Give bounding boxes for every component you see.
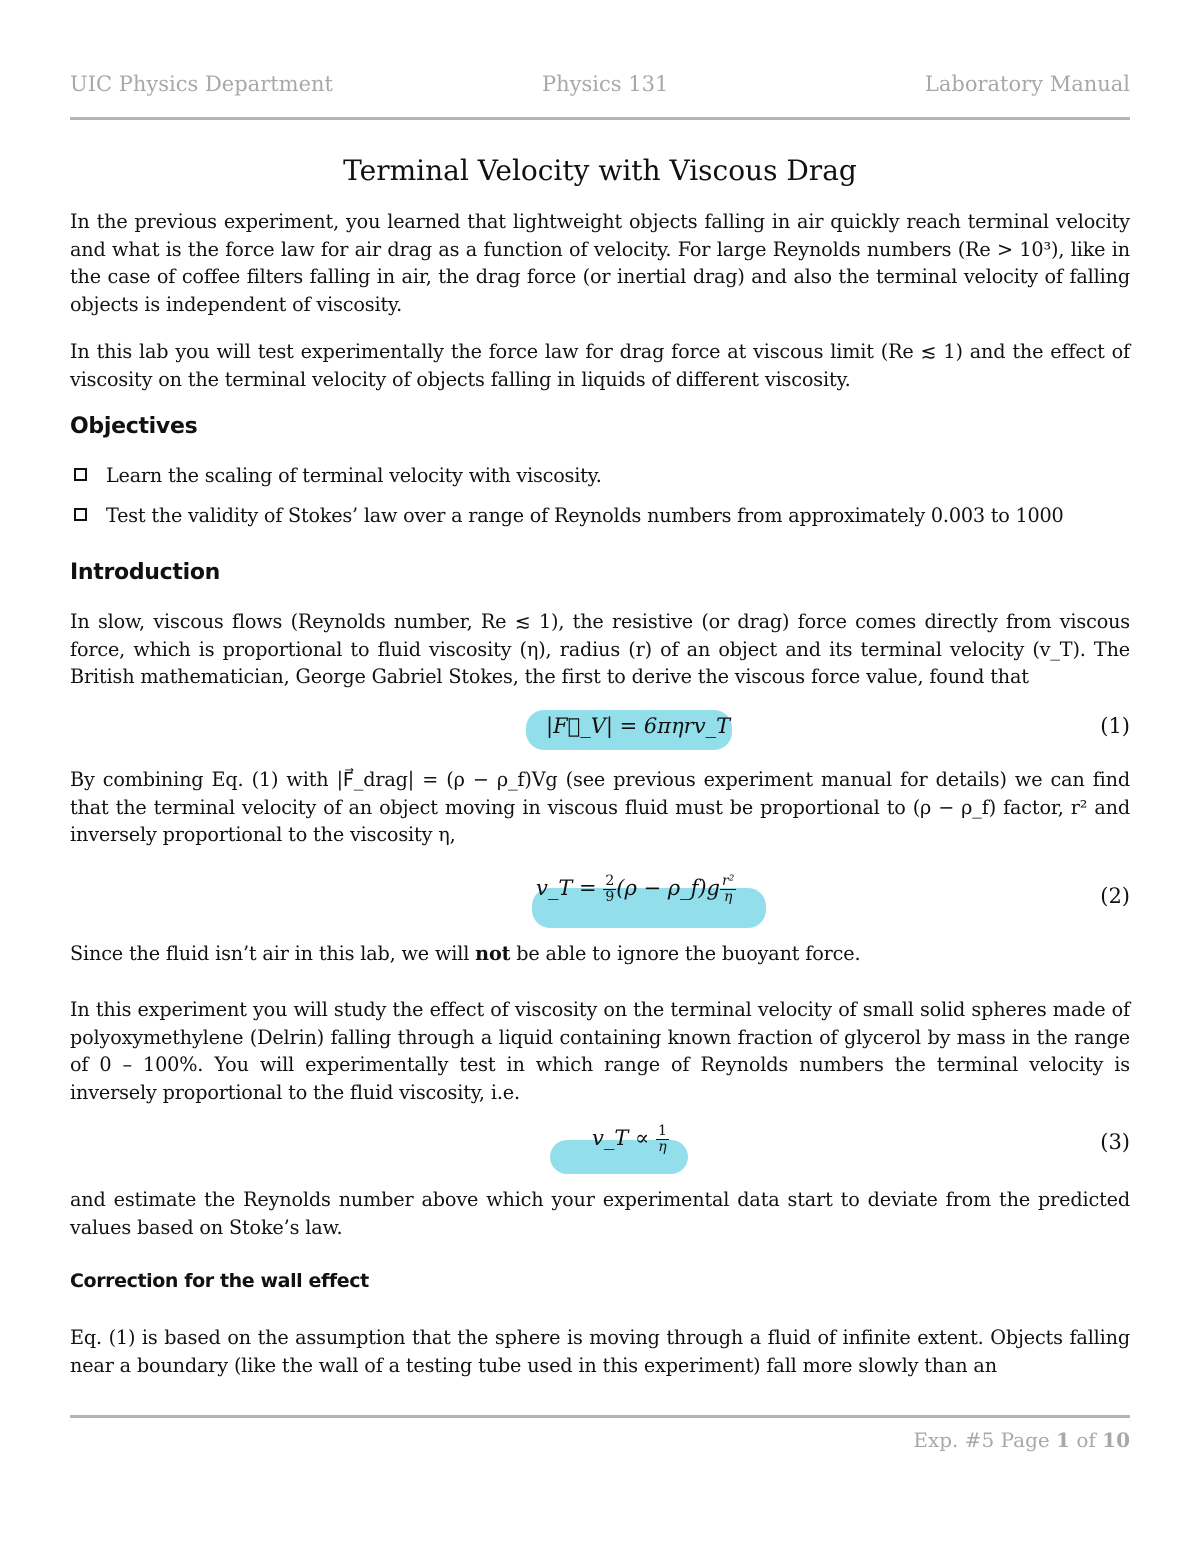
document-page bbox=[70, 0, 1130, 1553]
introduction-paragraph-5: and estimate the Reynolds number above which your experimental data start to deviate from the predicted values based on Stoke’s law. bbox=[70, 1188, 1130, 1239]
wall-effect-paragraph-1: Eq. (1) is based on the assumption that the sphere is moving through a fluid of infinite extent. Objects falling near a boundary (like the wall of a testing tube used in this experiment) fall more slowly than an bbox=[70, 1326, 1130, 1377]
objective-item-1 bbox=[106, 464, 602, 487]
introduction-paragraph-1: In slow, viscous flows (Reynolds number, Re ≲ 1), the resistive (or drag) force comes directly from viscous force, which is proportional to fluid viscosity (η), radius (r) of an object and its terminal velocity (v_T). The British mathematician, George Gabriel Stokes, the first to derive the viscous force value, found that bbox=[70, 610, 1130, 688]
header-department: UIC Physics Department bbox=[70, 72, 333, 96]
equation-2 bbox=[536, 874, 736, 905]
page-header bbox=[70, 72, 1130, 102]
equation-3-lhs: v_T ∝ bbox=[592, 1126, 656, 1150]
footer-of: of bbox=[1069, 1428, 1103, 1452]
header-rule bbox=[70, 117, 1130, 120]
equation-2-lhs: v_T = bbox=[536, 876, 604, 900]
intro-paragraph-2: In this lab you will test experimentally the force law for drag force at viscous limit (Re ≲ 1) and the effect of viscosity on the terminal velocity of objects falling in liquids of different viscosity. bbox=[70, 340, 1130, 391]
equation-3-fraction-denominator: η bbox=[658, 1139, 667, 1155]
header-course: Physics 131 bbox=[542, 72, 669, 96]
checkbox-icon bbox=[74, 508, 87, 521]
objective-item-2 bbox=[106, 504, 1064, 527]
introduction-paragraph-4: In this experiment you will study the effect of viscosity on the terminal velocity of small solid spheres made of polyoxymethylene (Delrin) falling through a liquid containing known fraction of glycerol by mass in the range of 0 – 100%. You will experimentally test in which range of Reynolds numbers the terminal velocity is inversely proportional to the fluid viscosity, i.e. bbox=[70, 998, 1130, 1104]
equation-2-fraction-denominator: 9 bbox=[605, 889, 615, 905]
paragraph-3-end: be able to ignore the buoyant force. bbox=[510, 942, 861, 965]
objective-text-2: Test the validity of Stokes’ law over a range of Reynolds numbers from approximately 0.003 to 1000 bbox=[106, 504, 1064, 527]
introduction-paragraph-2: By combining Eq. (1) with |F⃗_drag| = (ρ − ρ_f)Vg (see previous experiment manual for details) we can find that the terminal velocity of an object moving in viscous fluid must be proportional to (ρ − ρ_f) factor, r² and inversely proportional to the viscosity η, bbox=[70, 768, 1130, 846]
wall-effect-heading: Correction for the wall effect bbox=[70, 1270, 369, 1292]
objectives-heading: Objectives bbox=[70, 414, 198, 439]
equation-2-fraction-2-numerator: r² bbox=[722, 873, 735, 889]
footer-page-number: 1 bbox=[1056, 1428, 1070, 1452]
paragraph-3-bold: not bbox=[475, 942, 511, 965]
header-manual: Laboratory Manual bbox=[924, 72, 1130, 96]
page-footer bbox=[913, 1428, 1130, 1452]
page-title: Terminal Velocity with Viscous Drag bbox=[343, 154, 857, 187]
equation-2-fraction-2 bbox=[720, 874, 736, 905]
equation-3 bbox=[592, 1124, 669, 1155]
paragraph-3-start: Since the fluid isn’t air in this lab, we will bbox=[70, 942, 476, 965]
equation-1: |F⃗_V| = 6πηrv_T bbox=[546, 714, 731, 738]
checkbox-icon bbox=[74, 468, 87, 481]
equation-2-fraction-2-denominator: η bbox=[723, 889, 733, 905]
objective-text-1: Learn the scaling of terminal velocity with viscosity. bbox=[106, 464, 602, 487]
equation-2-fraction bbox=[603, 874, 616, 905]
introduction-heading: Introduction bbox=[70, 560, 221, 585]
equation-2-fraction-numerator: 2 bbox=[605, 873, 615, 889]
equation-3-fraction-numerator: 1 bbox=[657, 1123, 667, 1139]
equation-1-number: (1) bbox=[1100, 714, 1130, 738]
intro-paragraph-1: In the previous experiment, you learned that lightweight objects falling in air quickly reach terminal velocity and what is the force law for air drag as a function of velocity. For large Reynolds numbers (Re > 10³), like in the case of coffee filters falling in air, the drag force (or inertial drag) and also the terminal velocity of falling objects is independent of viscosity. bbox=[70, 210, 1130, 316]
equation-3-fraction bbox=[656, 1124, 669, 1155]
equation-2-number: (2) bbox=[1100, 884, 1130, 908]
footer-rule bbox=[70, 1415, 1130, 1418]
introduction-paragraph-3 bbox=[70, 940, 1130, 968]
footer-prefix: Exp. #5 Page bbox=[913, 1428, 1057, 1452]
footer-page-total: 10 bbox=[1102, 1428, 1130, 1452]
equation-2-middle: (ρ − ρ_f)g bbox=[616, 876, 720, 900]
equation-3-number: (3) bbox=[1100, 1130, 1130, 1154]
